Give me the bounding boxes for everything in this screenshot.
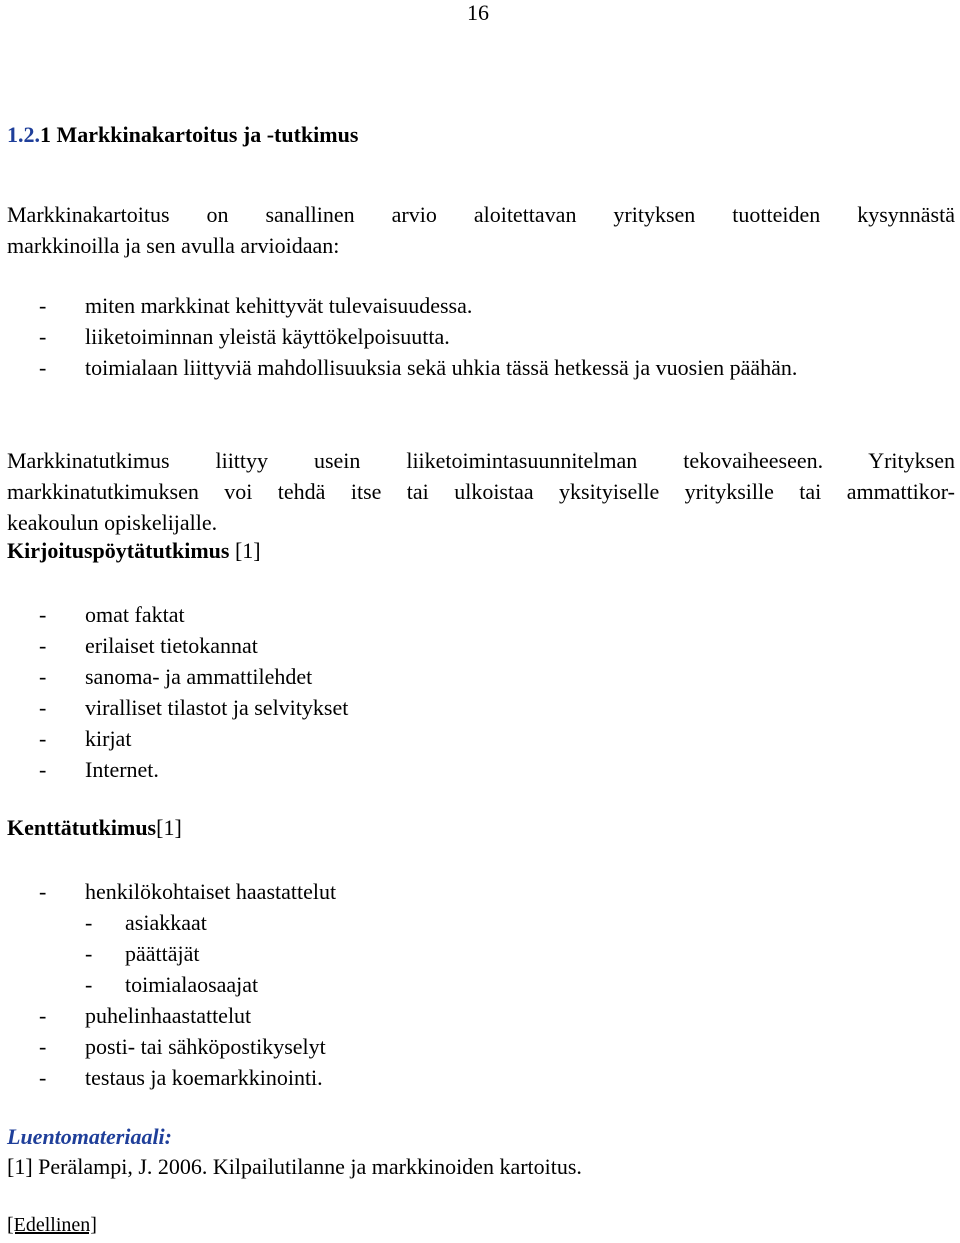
list-item: [7, 630, 348, 661]
lecture-material-reference: [1] Perälampi, J. 2006. Kilpailutilanne ja markkinoiden kartoitus.: [7, 1154, 582, 1179]
lecture-material-label: Luentomateriaali:: [7, 1124, 172, 1149]
list-item: [7, 754, 348, 785]
sub-list-item: [7, 907, 336, 938]
page-number: 16: [467, 0, 489, 25]
section-heading: [7, 122, 358, 148]
section-number-suffix: 1: [40, 122, 51, 147]
dash-marker: -: [39, 602, 47, 627]
intro-paragraph: [7, 199, 955, 261]
field-research-heading: [7, 815, 182, 841]
list-item-text: päättäjät: [125, 941, 200, 966]
list-item-text: miten markkinat kehittyvät tulevaisuudessa.: [85, 293, 473, 318]
dash-marker: -: [39, 757, 47, 782]
previous-page-link[interactable]: [Edellinen]: [7, 1214, 97, 1236]
field-research-list: [7, 876, 336, 1093]
dash-marker: -: [39, 633, 47, 658]
dash-marker: -: [39, 1034, 47, 1059]
list-item: [7, 661, 348, 692]
dash-marker: -: [85, 910, 93, 935]
intro-line-1: Markkinakartoitus on sanallinen arvio aloitettavan yrityksen tuotteiden kysynnästä: [7, 202, 955, 227]
list-item-text: puhelinhaastattelut: [85, 1003, 252, 1028]
desk-research-title: Kirjoituspöytätutkimus: [7, 538, 230, 563]
dash-marker: -: [39, 1065, 47, 1090]
list-item: [7, 1062, 336, 1093]
section-number-prefix: 1.2.: [7, 122, 40, 147]
sub-list-item: [7, 938, 336, 969]
sub-list-item: [7, 969, 336, 1000]
list-item-text: asiakkaat: [125, 910, 207, 935]
dash-marker: -: [39, 879, 47, 904]
list-item-text: liiketoiminnan yleistä käyttökelpoisuutta.: [85, 324, 450, 349]
list-item-text: viralliset tilastot ja selvitykset: [85, 695, 349, 720]
list-item-text: omat faktat: [85, 602, 185, 627]
list-item-text: toimialaan liittyviä mahdollisuuksia sekä uhkia tässä hetkessä ja vuosien päähän.: [85, 355, 798, 380]
list-item-text: testaus ja koemarkkinointi.: [85, 1065, 323, 1090]
list-item: [7, 290, 797, 321]
intro-line-2: markkinoilla ja sen avulla arvioidaan:: [7, 233, 340, 258]
dash-marker: -: [85, 972, 93, 997]
list-item: [7, 1000, 336, 1031]
list-item-text: posti- tai sähköpostikyselyt: [85, 1034, 326, 1059]
dash-marker: -: [39, 324, 47, 349]
section-title: Markkinakartoitus ja -tutkimus: [51, 122, 359, 147]
list-item: [7, 876, 336, 907]
field-research-ref: [1]: [156, 815, 182, 840]
research-line-1: Markkinatutkimus liittyy usein liiketoimintasuunnitelman tekovaiheeseen. Yrityksen: [7, 448, 955, 473]
dash-marker: -: [39, 355, 47, 380]
list-item: [7, 723, 348, 754]
research-paragraph: [7, 445, 955, 538]
list-item-text: Internet.: [85, 757, 159, 782]
dash-marker: -: [39, 664, 47, 689]
list-item-text: kirjat: [85, 726, 132, 751]
desk-research-list: [7, 599, 348, 785]
dash-marker: -: [39, 695, 47, 720]
research-line-2: markkinatutkimuksen voi tehdä itse tai ulkoistaa yksityiselle yrityksille tai ammattikor-: [7, 479, 955, 504]
field-research-title: Kenttätutkimus: [7, 815, 157, 840]
research-line-3: keakoulun opiskelijalle.: [7, 510, 218, 535]
list-item: [7, 1031, 336, 1062]
desk-research-ref: [1]: [229, 538, 261, 563]
list-item: [7, 599, 348, 630]
list-item: [7, 352, 797, 383]
desk-research-heading: [7, 538, 261, 564]
dash-marker: -: [39, 293, 47, 318]
evaluation-list: [7, 290, 797, 383]
list-item: [7, 692, 348, 723]
list-item: [7, 321, 797, 352]
dash-marker: -: [39, 726, 47, 751]
list-item-text: henkilökohtaiset haastattelut: [85, 879, 337, 904]
list-item-text: toimialaosaajat: [125, 972, 259, 997]
list-item-text: erilaiset tietokannat: [85, 633, 258, 658]
dash-marker: -: [85, 941, 93, 966]
list-item-text: sanoma- ja ammattilehdet: [85, 664, 313, 689]
dash-marker: -: [39, 1003, 47, 1028]
